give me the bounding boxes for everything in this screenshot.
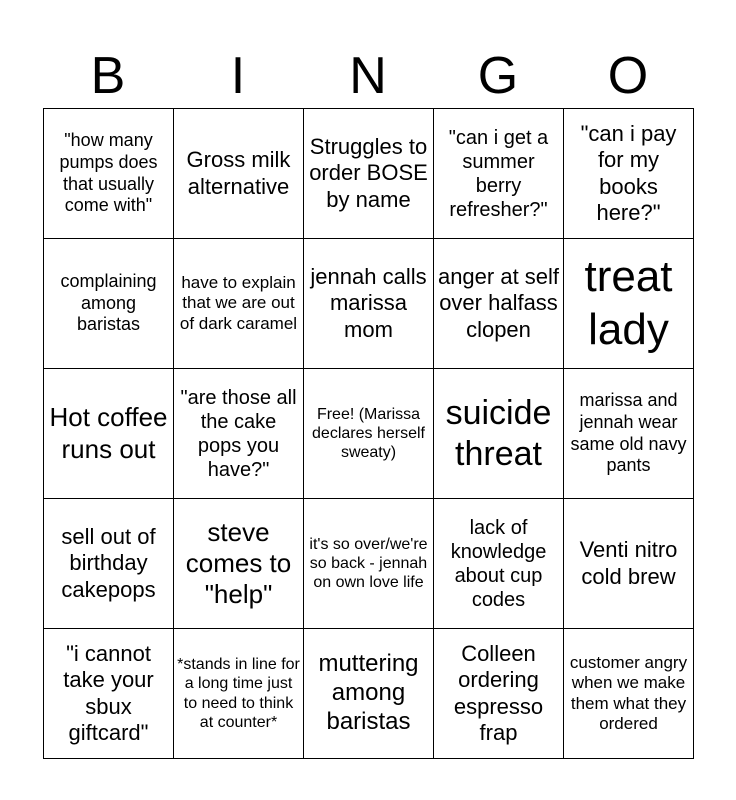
bingo-cell[interactable]: suicide threat [434,369,564,499]
header-letter-i: I [230,47,246,105]
header-letter-b: B [90,47,126,105]
free-space-cell[interactable]: Free! (Marissa declares herself sweaty) [304,369,434,499]
bingo-cell[interactable]: "how many pumps does that usually come with" [44,109,174,239]
bingo-row [44,499,694,629]
bingo-cell[interactable]: marissa and jennah wear same old navy pants [564,369,694,499]
bingo-cell[interactable]: "i cannot take your sbux giftcard" [44,629,174,759]
bingo-cell[interactable]: customer angry when we make them what they ordered [564,629,694,759]
bingo-cell[interactable]: anger at self over halfass clopen [434,239,564,369]
bingo-cell[interactable]: "are those all the cake pops you have?" [174,369,304,499]
bingo-cell[interactable]: Struggles to order BOSE by name [304,109,434,239]
header-letter-o: O [607,47,649,105]
bingo-cell[interactable]: it's so over/we're so back - jennah on own love life [304,499,434,629]
bingo-cell[interactable]: Colleen ordering espresso frap [434,629,564,759]
bingo-cell[interactable]: sell out of birthday cakepops [44,499,174,629]
bingo-cell[interactable]: steve comes to "help" [174,499,304,629]
bingo-cell[interactable]: Gross milk alternative [174,109,304,239]
bingo-cell[interactable]: treat lady [564,239,694,369]
bingo-cell[interactable]: lack of knowledge about cup codes [434,499,564,629]
bingo-cell[interactable]: muttering among baristas [304,629,434,759]
bingo-cell[interactable]: *stands in line for a long time just to need to think at counter* [174,629,304,759]
bingo-cell[interactable]: "can i pay for my books here?" [564,109,694,239]
header-letter-n: N [349,47,387,105]
header-letter-g: G [477,47,519,105]
bingo-cell[interactable]: Hot coffee runs out [44,369,174,499]
bingo-row [44,109,694,239]
bingo-row [44,629,694,759]
bingo-card-grid [43,108,694,759]
bingo-cell[interactable]: Venti nitro cold brew [564,499,694,629]
bingo-header [43,46,693,106]
bingo-cell[interactable]: "can i get a summer berry refresher?" [434,109,564,239]
bingo-row [44,239,694,369]
bingo-row [44,369,694,499]
bingo-cell[interactable]: complaining among baristas [44,239,174,369]
bingo-cell[interactable]: jennah calls marissa mom [304,239,434,369]
bingo-cell[interactable]: have to explain that we are out of dark caramel [174,239,304,369]
